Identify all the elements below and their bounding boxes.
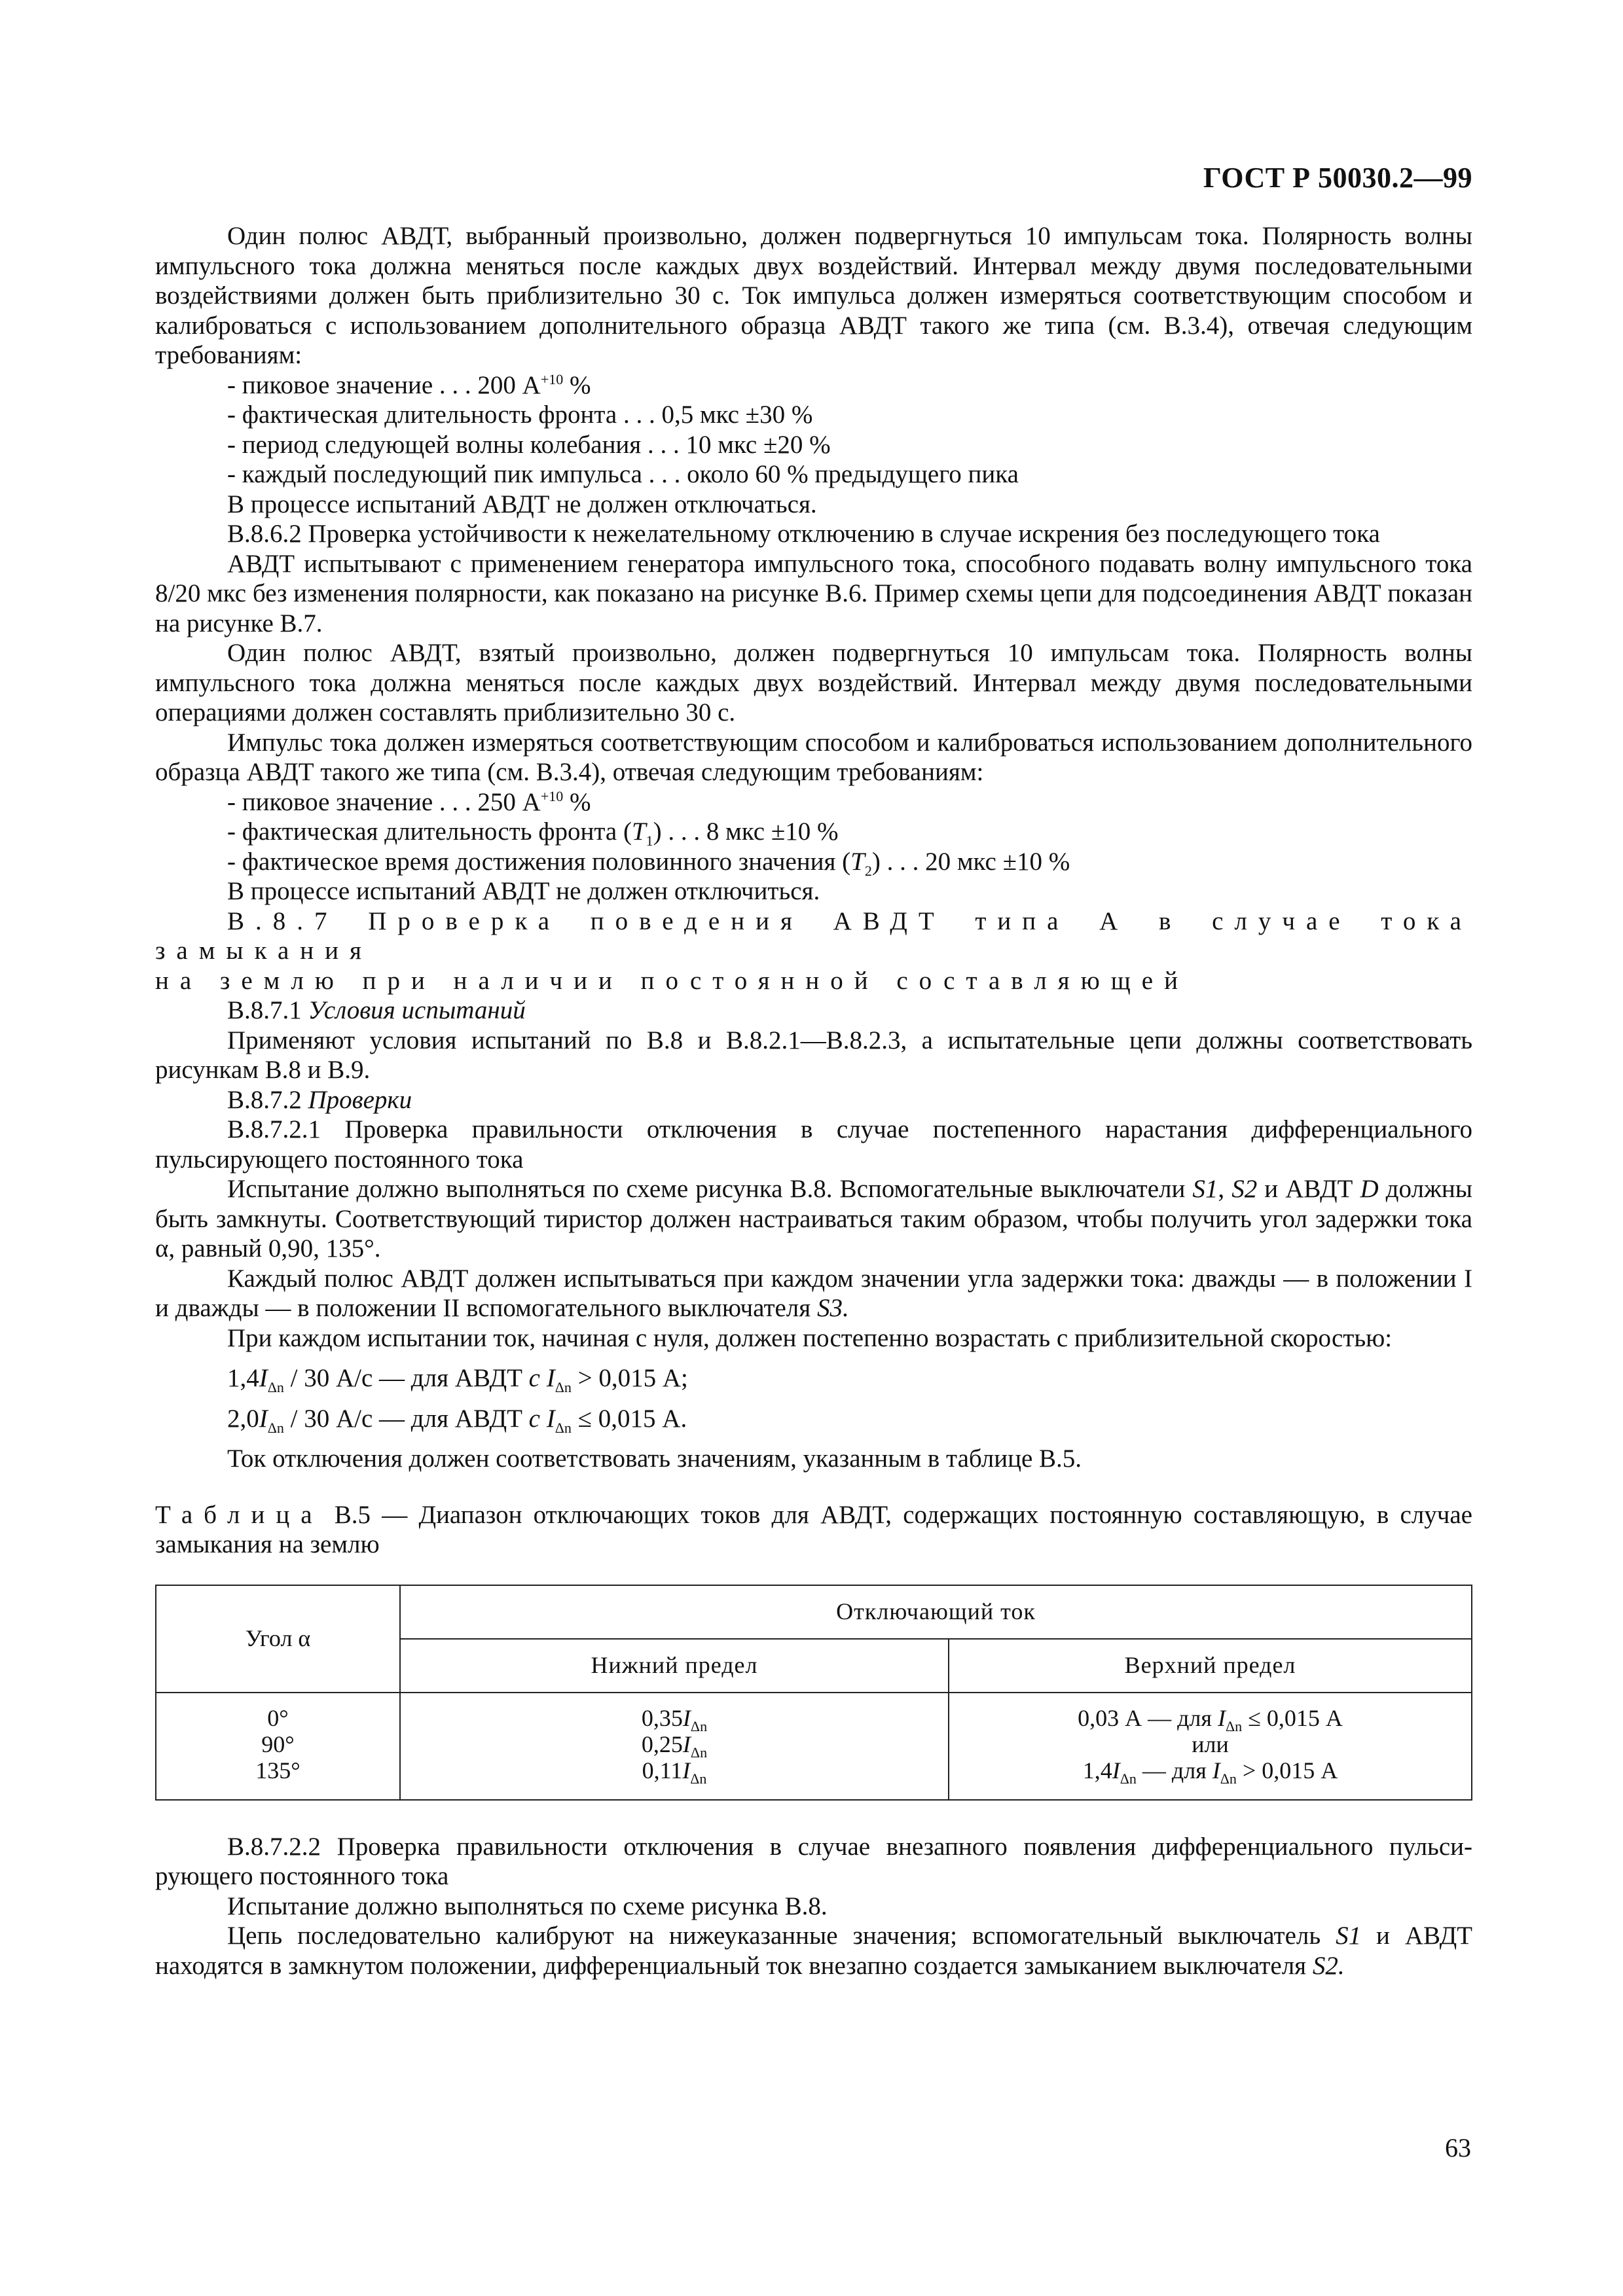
paragraph: При каждом испытании ток, начиная с нуля, должен постепенно возрастать с приблизительной скоростью: [227, 1323, 1393, 1352]
section-title-line: В.8.7 Проверка поведения АВДТ типа А в случае тока замыкания [155, 906, 1472, 965]
list-item: - фактическая длительность фронта $(T_1)$ . . . 8 мкс ±10 % [227, 817, 839, 849]
table-caption: Таблица В.5 — Диапазон отключающих токов для АВДТ, содержащих постоянную составляющую, в случае замыкания на землю [155, 1500, 1472, 1558]
column-header-lower: Нижний предел [400, 1639, 949, 1693]
paragraph: Применяют условия испытаний по В.8 и В.8.2.1—В.8.2.3, а испытательные цепи должны соответствовать рисункам В.8 и В.9. [155, 1026, 1472, 1084]
paragraph: Один полюс АВДТ, взятый произвольно, должен подвергнуться 10 импульсам тока. Полярность волны импульсного тока должна меняться после каждых двух воздействий. Интервал между двумя последовательными операциями должен составлять приблизительно 30 с. [155, 639, 1472, 726]
document-header: ГОСТ Р 50030.2—99 [1203, 162, 1472, 194]
formula: $1,4I_{\Delta n} / 30$ А/с — для АВДТ с $I_{\Delta n} > 0,015$ А; [227, 1364, 688, 1395]
paragraph: В.8.6.2 Проверка устойчивости к нежелательному отключению в случае искрения без последующего тока [227, 520, 1380, 548]
column-header-trip-current: Отключающий ток [400, 1585, 1472, 1639]
formula: $2,0I_{\Delta n} / 30$ А/с — для АВДТ с $I_{\Delta n} \le 0,015$ А. [227, 1404, 687, 1436]
paragraph: В.8.7.2.1 Проверка правильности отключения в случае постепенного нарастания дифференциального пульсирующего постоянного тока [155, 1115, 1472, 1174]
table-header-row [156, 1585, 1472, 1639]
list-item: - период следующей волны колебания . . . 10 мкс ±20 % [227, 430, 831, 459]
upper-limit-cell [949, 1693, 1472, 1800]
upper-limit-line: 0,03 А — для $I_{\Delta n} \le 0,015$ А [1078, 1704, 1343, 1734]
section-title-line: на землю при наличии постоянной составляющей [155, 966, 1189, 995]
lower-limit-value: $0,25I_{\Delta n}$ [641, 1731, 708, 1761]
paragraph: В процессе испытаний АВДТ не должен отключаться. [227, 490, 817, 518]
paragraph: Один полюс АВДТ, выбранный произвольно, должен подвергнуться 10 импульсам тока. Полярность волны импульсного тока должна меняться после каждых двух воздействий. Интервал между двумя последовательными воздействиями должен быть приблизительно 30 с. Ток импульса должен измеряться соответствующим способом и калиброваться с использованием дополнительного образца АВДТ такого же типа (см. В.3.4), отвечая следующим требованиям: [155, 222, 1472, 369]
angle-value: 135° [255, 1757, 301, 1784]
paragraph: Ток отключения должен соответствовать значениям, указанным в таблице В.5. [227, 1444, 1082, 1473]
list-item: - фактическая длительность фронта . . . 0,5 мкс ±30 % [227, 401, 813, 429]
subsection-heading: В.8.7.1 Условия испытаний [227, 996, 526, 1024]
page-number: 63 [1445, 2133, 1471, 2162]
lower-limit-value: $0,11I_{\Delta n}$ [642, 1757, 707, 1787]
paragraph: Цепь последовательно калибруют на нижеуказанные значения; вспомогательный выключатель S1 и АВДТ находятся в замкнутом положении, дифференциальный ток внезапно создается замыканием выключателя S2. [155, 1922, 1472, 1980]
trip-current-table [155, 1585, 1472, 1801]
paragraph: АВДТ испытывают с применением генератора импульсного тока, способного подавать волну импульсного тока 8/20 мкс без изменения полярности, как показано на рисунке В.6. Пример схемы цепи для подсоединения АВДТ показан на рисунке В.7. [155, 549, 1472, 637]
column-header-upper: Верхний предел [949, 1639, 1472, 1693]
paragraph: Каждый полюс АВДТ должен испытываться при каждом значении угла задержки тока: дважды — в положении I и дважды — в положении II вспомогательного выключателя S3. [155, 1264, 1472, 1322]
table-row [156, 1693, 1472, 1800]
paragraph: Испытание должно выполняться по схеме рисунка В.8. [227, 1892, 828, 1920]
document-body [155, 221, 1472, 1981]
angle-cell [156, 1693, 400, 1800]
paragraph: Импульс тока должен измеряться соответствующим способом и калиброваться использованием дополнительного образца АВДТ такого же типа (см. В.3.4), отвечая следующим требованиям: [155, 728, 1472, 786]
angle-value: 90° [261, 1731, 295, 1757]
angle-value: 0° [267, 1704, 289, 1731]
lower-limit-cell [400, 1693, 949, 1800]
paragraph: Испытание должно выполняться по схеме рисунка В.8. Вспомогательные выключатели S1, S2 и АВДТ D должны быть замкнуты. Соответствующий тиристор должен настраиваться таким образом, чтобы получить угол задержки тока α, равный 0,90, 135°. [155, 1175, 1472, 1263]
list-item: - пиковое значение . . . 200 $А^{+10}$ % [227, 370, 591, 399]
lower-limit-value: $0,35I_{\Delta n}$ [641, 1704, 708, 1734]
column-header-angle: Угол α [156, 1585, 400, 1693]
upper-limit-line: $1,4I_{\Delta n}$ — для $I_{\Delta n} > 0,015$ А [1082, 1757, 1338, 1787]
list-item: - фактическое время достижения половинного значения $(T_2)$ . . . 20 мкс ±10 % [227, 847, 1070, 879]
paragraph: В.8.7.2.2 Проверка правильности отключения в случае внезапного появления дифференциального пульсирующего постоянного тока [155, 1832, 1472, 1890]
paragraph: В процессе испытаний АВДТ не должен отключиться. [227, 877, 820, 905]
subsection-heading: В.8.7.2 Проверки [227, 1085, 412, 1114]
list-item: - пиковое значение . . . 250 $А^{+10}$ % [227, 787, 591, 816]
list-item: - каждый последующий пик импульса . . . около 60 % предыдущего пика [227, 460, 1019, 488]
upper-limit-line: или [1192, 1731, 1229, 1757]
